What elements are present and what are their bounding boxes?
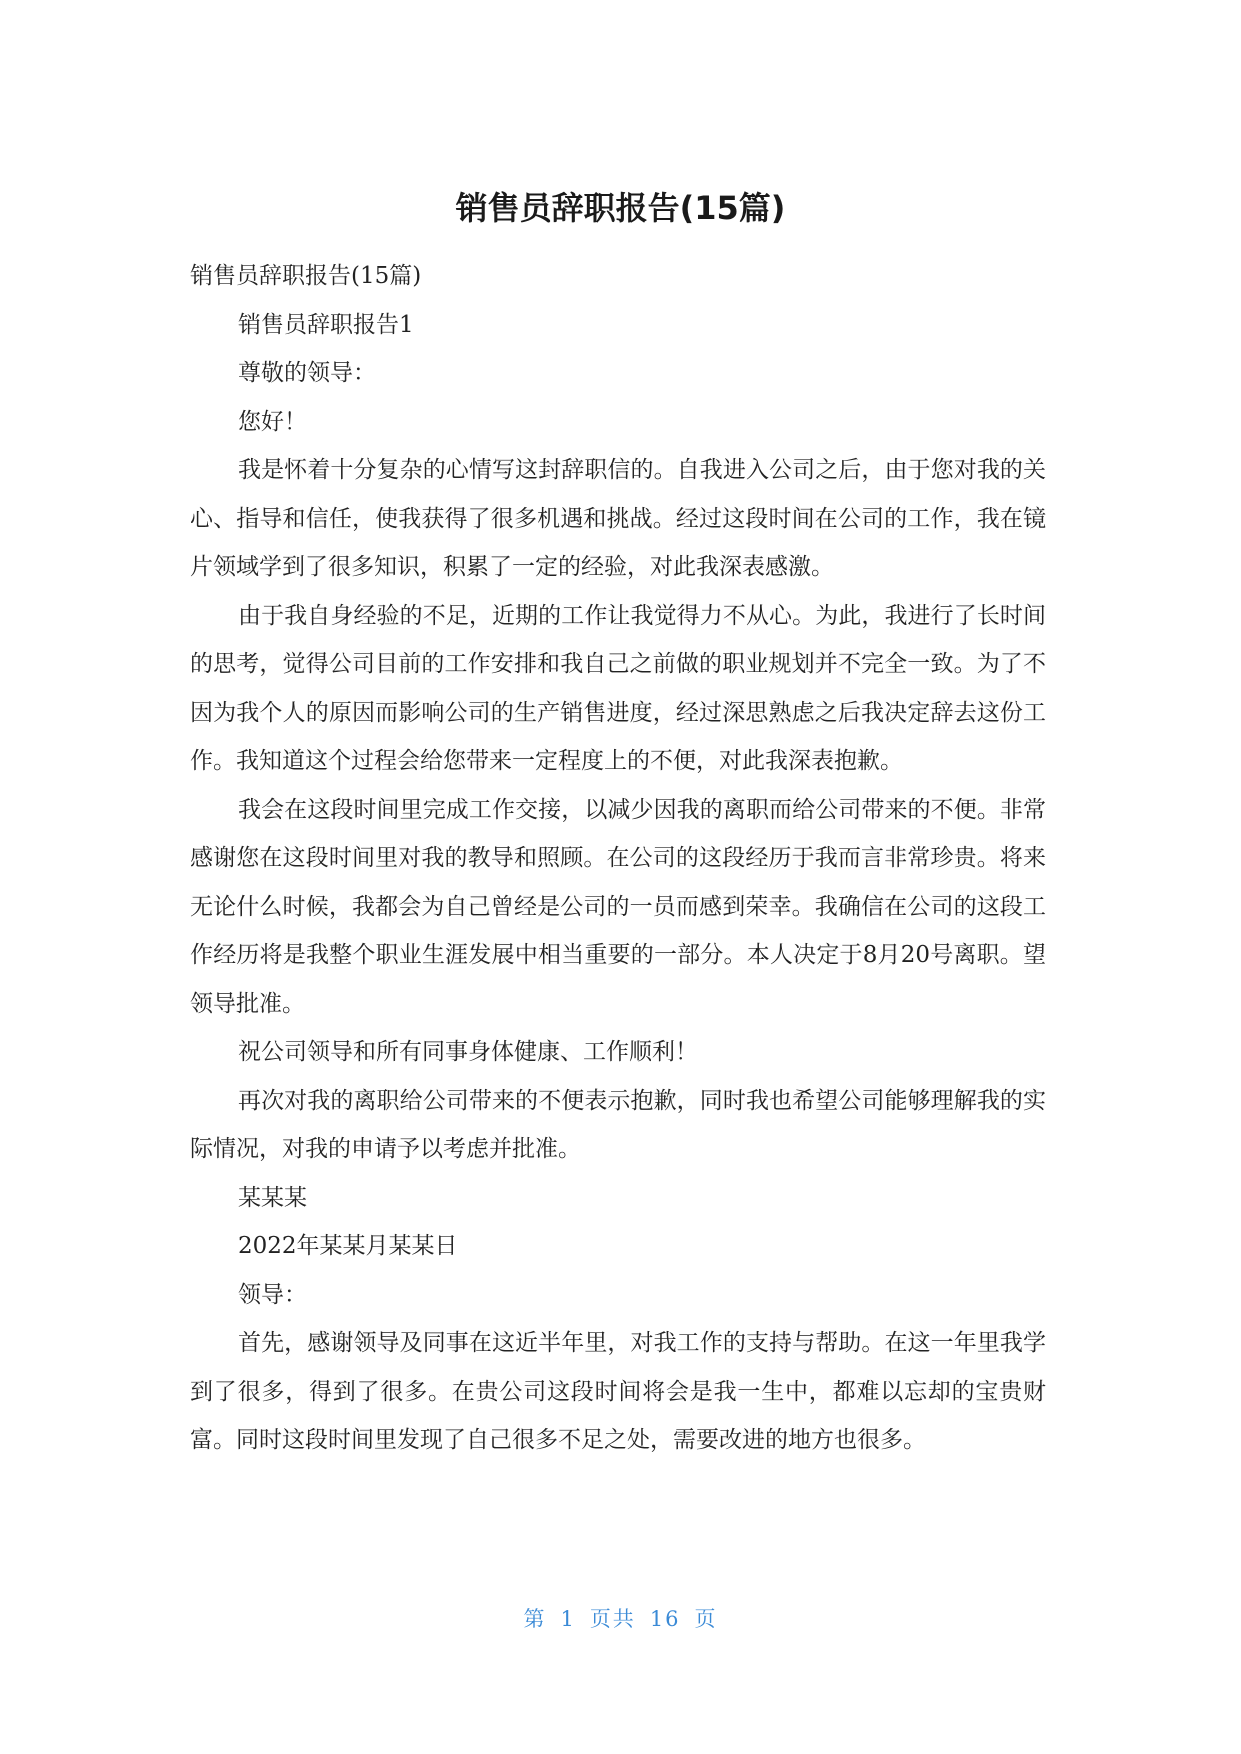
footer-current-page: 1 bbox=[560, 1607, 576, 1631]
body-paragraph: 首先，感谢领导及同事在这近半年里，对我工作的支持与帮助。在这一年里我学到了很多，得到了很多。在贵公司这段时间将会是我一生中，都难以忘却的宝贵财富。同时这段时间里发现了自己很多不足之处，需要改进的地方也很多。 bbox=[190, 1330, 1046, 1453]
footer-middle: 页共 bbox=[589, 1607, 636, 1631]
page-footer bbox=[0, 1604, 1241, 1634]
body-paragraph: 我会在这段时间里完成工作交接，以减少因我的离职而给公司带来的不便。非常感谢您在这段时间里对我的教导和照顾。在公司的这段经历于我而言非常珍贵。将来无论什么时候，我都会为自己曾经是公司的一员而感到荣幸。我确信在公司的这段工作经历将是我整个职业生涯发展中相当重要的一部分。本人决定于8月20号离职。望领导批准。 bbox=[190, 796, 1046, 1017]
greeting: 您好！ bbox=[238, 408, 307, 435]
footer-prefix: 第 bbox=[523, 1607, 547, 1631]
body-paragraph: 我是怀着十分复杂的心情写这封辞职信的。自我进入公司之后，由于您对我的关心、指导和信任，使我获得了很多机遇和挑战。经过这段时间在公司的工作，我在镜片领域学到了很多知识，积累了一定的经验，对此我深表感激。 bbox=[190, 457, 1046, 580]
body-paragraph: 由于我自身经验的不足，近期的工作让我觉得力不从心。为此，我进行了长时间的思考，觉得公司目前的工作安排和我自己之前做的职业规划并不完全一致。为了不因为我个人的原因而影响公司的生产销售进度，经过深思熟虑之后我决定辞去这份工作。我知道这个过程会给您带来一定程度上的不便，对此我深表抱歉。 bbox=[190, 602, 1046, 774]
body-paragraph: 再次对我的离职给公司带来的不便表示抱歉，同时我也希望公司能够理解我的实际情况，对我的申请予以考虑并批准。 bbox=[190, 1087, 1046, 1162]
subtitle-paragraph: 销售员辞职报告(15篇) bbox=[190, 263, 422, 289]
salutation: 领导： bbox=[238, 1281, 307, 1308]
document-title: 销售员辞职报告(15篇) bbox=[455, 189, 786, 227]
signature-name: 某某某 bbox=[238, 1184, 307, 1211]
body-paragraph: 祝公司领导和所有同事身体健康、工作顺利！ bbox=[238, 1039, 698, 1065]
section-heading: 销售员辞职报告1 bbox=[238, 311, 414, 338]
footer-total-pages: 16 bbox=[649, 1607, 681, 1631]
salutation: 尊敬的领导： bbox=[238, 360, 376, 386]
signature-date: 2022年某某月某某日 bbox=[238, 1233, 458, 1259]
document-body bbox=[190, 252, 1046, 1465]
footer-suffix: 页 bbox=[694, 1607, 718, 1631]
